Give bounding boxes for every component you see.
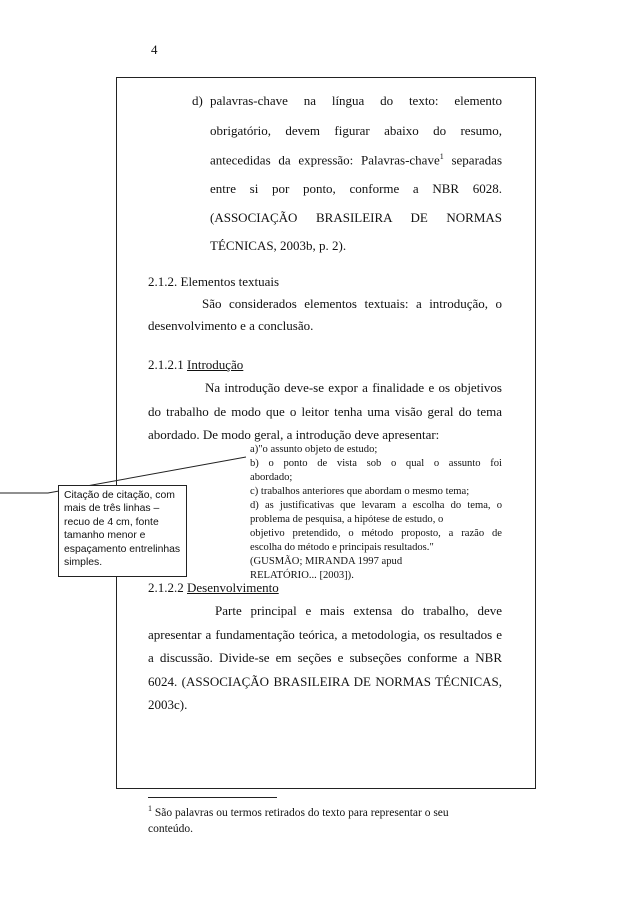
item-d-line-3 (210, 152, 502, 168)
section-2122-line-5: 2003c). (148, 697, 188, 712)
section-2122-line-4: 6024. (ASSOCIAÇÃO BRASILEIRA DE NORMAS TÉCNICAS, (148, 674, 502, 689)
quote-line-8: escolha do método e principais resultados." (250, 542, 434, 553)
section-2122-number: 2.1.2.2 (148, 580, 187, 595)
footnote (148, 801, 478, 837)
quote-line-9: (GUSMÃO; MIRANDA 1997 apud (250, 556, 403, 567)
quote-line-7: objetivo pretendido, o método proposto, a razão de (250, 528, 502, 539)
section-2121-title: Introdução (187, 357, 244, 372)
quote-line-2: b) o ponto de vista sob o qual o assunto foi (250, 458, 502, 469)
item-d-line-3-tail: separadas (443, 152, 502, 168)
footnote-ref: 1 (439, 152, 444, 161)
section-heading-2122 (148, 580, 279, 596)
page-number: 4 (151, 42, 158, 57)
item-d-line-4: entre si por ponto, conforme a NBR 6028. (210, 181, 502, 196)
section-2122-line-1: Parte principal e mais extensa do trabalho, deve (215, 603, 502, 618)
section-2121-line-2: do trabalho de modo que o leitor tenha uma visão geral do tema (148, 404, 502, 419)
section-2121-line-1: Na introdução deve-se expor a finalidade e os objetivos (205, 380, 502, 395)
quote-line-4: c) trabalhos anteriores que abordam o mesmo tema; (250, 486, 470, 497)
section-212-line-1: São considerados elementos textuais: a introdução, o (202, 296, 502, 311)
section-heading-212: 2.1.2. Elementos textuais (148, 274, 280, 289)
quote-line-6: problema de pesquisa, a hipótese de estudo, o (250, 514, 444, 525)
item-d-line-1: palavras-chave na língua do texto: elemento (210, 93, 502, 108)
section-2121-line-3: abordado. De modo geral, a introdução deve apresentar: (148, 427, 440, 442)
quote-line-3: abordado; (250, 472, 293, 483)
section-heading-2121 (148, 357, 243, 373)
footnote-separator (148, 797, 277, 798)
footnote-text: São palavras ou termos retirados do texto para representar o seu conteúdo. (148, 806, 449, 835)
list-marker-d: d) (192, 93, 203, 108)
annotation-callout: Citação de citação, com mais de três linhas – recuo de 4 cm, fonte tamanho menor e espaçamento entrelinhas simples. (58, 485, 187, 577)
section-212-line-2: desenvolvimento e a conclusão. (148, 318, 314, 333)
quote-line-10: RELATÓRIO... [2003]). (250, 570, 354, 581)
section-2122-line-3: a discussão. Divide-se em seções e subseções conforme a NBR (148, 650, 502, 665)
item-d-line-2: obrigatório, devem figurar abaixo do resumo, (210, 123, 502, 138)
item-d-line-3-text: antecedidas da expressão: Palavras-chave (210, 152, 440, 168)
section-2121-number: 2.1.2.1 (148, 357, 187, 372)
section-2122-title: Desenvolvimento (187, 580, 279, 595)
footnote-marker: 1 (148, 804, 152, 813)
item-d-line-6: TÉCNICAS, 2003b, p. 2). (210, 238, 347, 253)
quote-line-5: d) as justificativas que levaram a escolha do tema, o (250, 500, 502, 511)
quote-line-1: a)"o assunto objeto de estudo; (250, 444, 378, 455)
section-2122-line-2: apresentar a fundamentação teórica, a metodologia, os resultados e (148, 627, 502, 642)
item-d-line-5: (ASSOCIAÇÃO BRASILEIRA DE NORMAS (210, 210, 502, 225)
